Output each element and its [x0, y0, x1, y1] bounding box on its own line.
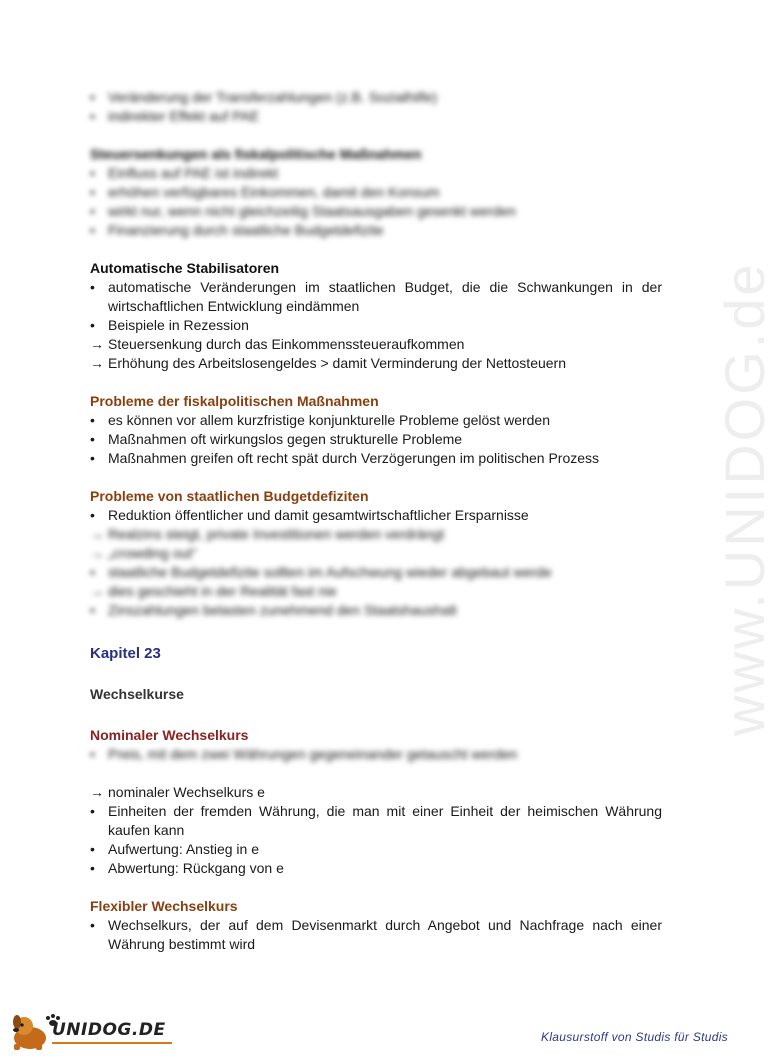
- bullet-marker: •: [90, 917, 95, 933]
- list-item-text: Aufwertung: Anstieg in e: [108, 841, 259, 857]
- bullet-list: [90, 783, 662, 878]
- section-2: [90, 259, 662, 373]
- footer-logo-underline: [52, 1042, 172, 1044]
- section-heading: Probleme der fiskalpolitischen Maßnahmen: [90, 393, 379, 409]
- list-item: [90, 783, 662, 802]
- list-item-text: Maßnahmen oft wirkungslos gegen strukturelle Probleme: [108, 431, 463, 447]
- list-item: [90, 316, 662, 335]
- bullet-list: [90, 916, 662, 954]
- list-item-text: Preis, mit dem zwei Währungen gegeneinander getauscht werden: [108, 746, 518, 762]
- sections-container: [90, 88, 662, 468]
- arrow-marker: →: [90, 545, 104, 561]
- bullet-marker: •: [90, 184, 95, 200]
- list-item: [90, 430, 662, 449]
- section-0: [90, 88, 662, 126]
- footer-logo-text[interactable]: UNIDOG.DE: [52, 1020, 166, 1040]
- list-item: [90, 840, 662, 859]
- list-item: [90, 544, 662, 563]
- list-item: [90, 164, 662, 183]
- list-item: [90, 802, 662, 840]
- list-item: [90, 506, 662, 525]
- bullet-marker: •: [90, 203, 95, 219]
- bullet-marker: •: [90, 564, 95, 580]
- nominal-exchange-rate-section: [90, 726, 662, 878]
- list-item-text: Realzins steigt, private Investitionen werden verdrängt: [108, 526, 445, 542]
- section-heading: Automatische Stabilisatoren: [90, 260, 280, 276]
- list-item: [90, 582, 662, 601]
- footer-tagline: Klausurstoff von Studis für Studis: [541, 1030, 728, 1044]
- list-item: [90, 525, 662, 544]
- bullet-list: [90, 278, 662, 373]
- blurred-bullet-list: [90, 525, 662, 620]
- list-item-text: Maßnahmen greifen oft recht spät durch Verzögerungen im politischen Prozess: [108, 450, 600, 466]
- bullet-marker: •: [90, 317, 95, 333]
- bullet-marker: •: [90, 431, 95, 447]
- list-item-text: Steuersenkung durch das Einkommenssteueraufkommen: [108, 336, 465, 352]
- section-heading: Nominaler Wechselkurs: [90, 727, 249, 743]
- list-item: [90, 916, 662, 954]
- bullet-marker: •: [90, 108, 95, 124]
- list-item-text: staatliche Budgetdefizite sollten im Aufschwung wieder abgebaut werde: [108, 564, 552, 580]
- bullet-marker: •: [90, 507, 95, 523]
- list-item: [90, 563, 662, 582]
- list-item: [90, 335, 662, 354]
- bullet-list: [90, 411, 662, 468]
- bullet-marker: •: [90, 602, 95, 618]
- list-item-text: automatische Veränderungen im staatlichen Budget, die die Schwankungen in der wirtschaftlichen Entwicklung eindämmen: [108, 279, 662, 314]
- bullet-marker: •: [90, 89, 95, 105]
- chapter-title: Kapitel 23: [90, 645, 161, 662]
- bullet-marker: •: [90, 165, 95, 181]
- list-item-text: Reduktion öffentlicher und damit gesamtwirtschaftlicher Ersparnisse: [108, 507, 529, 523]
- list-item: [90, 745, 662, 764]
- list-item: [90, 221, 662, 240]
- list-item-text: indirekter Effekt auf PAE: [108, 108, 260, 124]
- flexible-exchange-rate-section: [90, 897, 662, 954]
- list-item-text: Einheiten der fremden Währung, die man mit einer Einheit der heimischen Währung kaufen kann: [108, 803, 662, 838]
- list-item-text: dies geschieht in der Realität fast nie: [108, 583, 337, 599]
- bullet-list: [90, 164, 662, 240]
- list-item-text: nominaler Wechselkurs e: [108, 784, 265, 800]
- list-item-text: wirkt nur, wenn nicht gleichzeitig Staatsausgaben gesenkt werden: [108, 203, 516, 219]
- bullet-marker: •: [90, 860, 95, 876]
- list-item: [90, 183, 662, 202]
- section-heading: Flexibler Wechselkurs: [90, 898, 238, 914]
- bullet-marker: •: [90, 450, 95, 466]
- list-item-text: erhöhen verfügbares Einkommen, damit den Konsum: [108, 184, 440, 200]
- section-3: [90, 392, 662, 468]
- bullet-marker: •: [90, 803, 95, 819]
- list-item-text: Zinszahlungen belasten zunehmend den Staatshaushalt: [108, 602, 457, 618]
- list-item: [90, 202, 662, 221]
- bullet-marker: •: [90, 222, 95, 238]
- list-item-text: Einfluss auf PAE ist indirekt: [108, 165, 279, 181]
- list-item-text: es können vor allem kurzfristige konjunkturelle Probleme gelöst werden: [108, 412, 550, 428]
- list-item: [90, 354, 662, 373]
- list-item-text: Erhöhung des Arbeitslosengeldes > damit Verminderung der Nettosteuern: [108, 355, 567, 371]
- arrow-marker: →: [90, 336, 104, 352]
- section-1: [90, 145, 662, 240]
- list-item: [90, 859, 662, 878]
- list-item: [90, 449, 662, 468]
- bullet-marker: •: [90, 841, 95, 857]
- arrow-marker: →: [90, 583, 104, 599]
- list-item: [90, 88, 662, 107]
- list-item-text: Veränderung der Transferzahlungen (z.B. Sozialhilfe): [108, 89, 438, 105]
- list-item-text: Abwertung: Rückgang von e: [108, 860, 284, 876]
- document-content: [90, 88, 662, 973]
- section-heading: Steuersenkungen als fiskalpolitische Maßnahmen: [90, 146, 422, 162]
- section-heading: Probleme von staatlichen Budgetdefiziten: [90, 488, 369, 504]
- list-item: [90, 601, 662, 620]
- bullet-list: [90, 506, 662, 525]
- list-item: [90, 278, 662, 316]
- arrow-marker: →: [90, 355, 104, 371]
- list-item-text: „crowding out“: [108, 545, 197, 561]
- arrow-marker: →: [90, 526, 104, 542]
- blurred-bullet-list: [90, 745, 662, 764]
- list-item: [90, 411, 662, 430]
- bullet-list: [90, 88, 662, 126]
- list-item-text: Wechselkurs, der auf dem Devisenmarkt durch Angebot und Nachfrage nach einer Währung bestimmt wird: [108, 917, 662, 952]
- list-item-text: Finanzierung durch staatliche Budgetdefizite: [108, 222, 384, 238]
- list-item-text: Beispiele in Rezession: [108, 317, 249, 333]
- list-item: [90, 107, 662, 126]
- arrow-marker: →: [90, 784, 104, 800]
- bullet-marker: •: [90, 279, 95, 295]
- watermark: www.UNIDOG.de: [713, 261, 776, 736]
- bullet-marker: •: [90, 746, 95, 762]
- chapter-subtitle: Wechselkurse: [90, 686, 184, 702]
- bullet-marker: •: [90, 412, 95, 428]
- budget-deficit-section: [90, 487, 662, 620]
